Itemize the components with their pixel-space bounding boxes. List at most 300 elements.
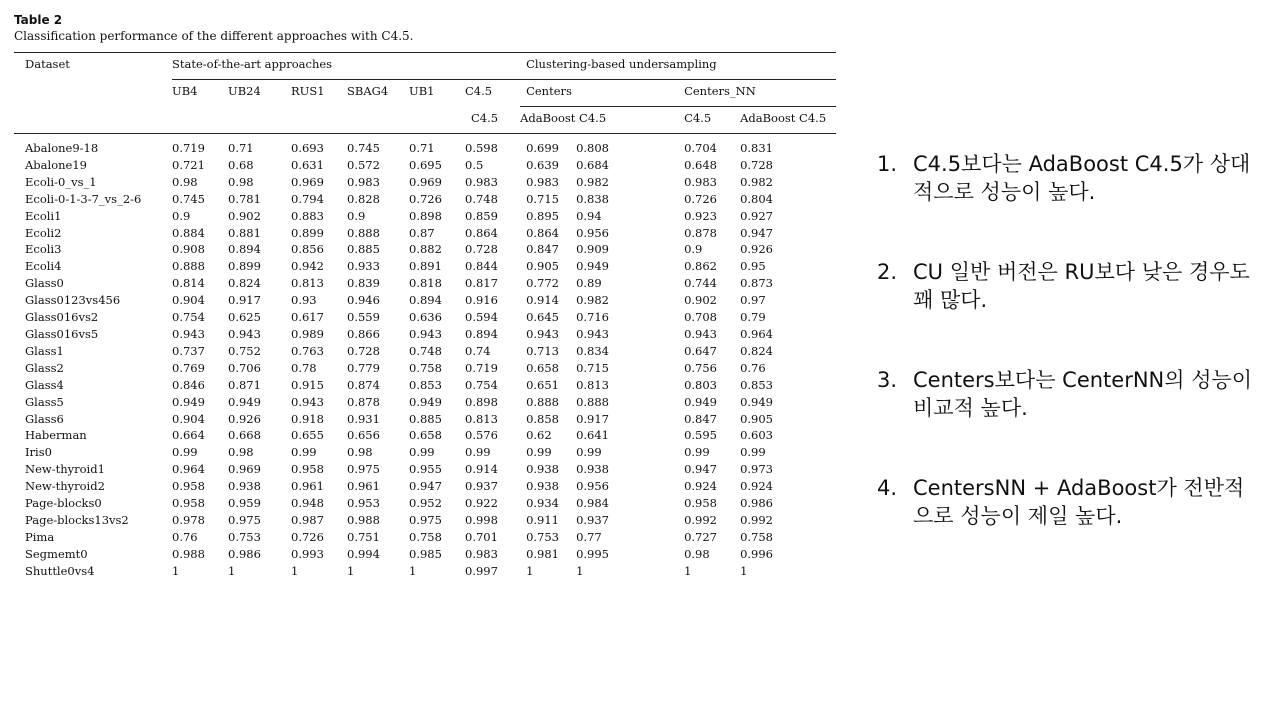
dataset-name-cell: Glass016vs2 [25, 310, 99, 325]
score-cell: 0.744 [684, 276, 717, 291]
score-cell: 0.917 [576, 411, 609, 426]
score-cell: 0.978 [172, 512, 205, 527]
score-cell: 0.924 [740, 479, 773, 494]
table-row [14, 157, 836, 174]
score-cell: 0.918 [291, 411, 324, 426]
score-cell: 0.923 [684, 208, 717, 223]
score-cell: 1 [684, 563, 692, 578]
score-cell: 0.68 [228, 157, 254, 172]
score-cell: 0.996 [740, 546, 773, 561]
score-cell: 0.699 [526, 141, 559, 155]
note-text: Centers보다는 CenterNN의 성능이 비교적 높다. [913, 368, 1253, 420]
dataset-name-cell: Page-blocks13vs2 [25, 512, 129, 527]
score-cell: 0.813 [576, 377, 609, 392]
score-cell: 0.89 [576, 276, 602, 291]
table-row [14, 377, 836, 394]
score-cell: 0.952 [409, 496, 442, 511]
table-row [14, 427, 836, 444]
score-cell: 0.856 [291, 242, 324, 257]
score-cell: 0.981 [526, 546, 559, 561]
table-row [14, 411, 836, 428]
score-cell: 0.917 [228, 293, 261, 308]
score-cell: 0.78 [291, 360, 317, 375]
score-cell: 0.9 [684, 242, 703, 257]
score-cell: 0.794 [291, 191, 324, 206]
dataset-name-cell: Haberman [25, 428, 87, 443]
score-cell: 0.79 [740, 310, 766, 325]
score-cell: 0.5 [465, 157, 484, 172]
score-cell: 0.754 [465, 377, 498, 392]
score-cell: 0.899 [228, 259, 261, 274]
score-cell: 0.982 [576, 174, 609, 189]
score-cell: 0.911 [526, 512, 559, 527]
score-cell: 0.922 [465, 496, 498, 511]
table-row [14, 225, 836, 242]
score-cell: 0.803 [684, 377, 717, 392]
score-cell: 0.693 [291, 141, 324, 155]
score-cell: 0.756 [684, 360, 717, 375]
score-cell: 0.905 [740, 411, 773, 426]
score-cell: 0.758 [409, 360, 442, 375]
dataset-name-cell: Pima [25, 529, 55, 544]
table-row [14, 309, 836, 326]
score-cell: 0.728 [465, 242, 498, 257]
score-cell: 0.958 [172, 479, 205, 494]
score-cell: 0.943 [291, 394, 324, 409]
score-cell: 0.894 [465, 326, 498, 341]
score-cell: 0.926 [228, 411, 261, 426]
score-cell: 0.625 [228, 310, 261, 325]
score-cell: 0.858 [526, 411, 559, 426]
score-cell: 0.904 [172, 411, 205, 426]
score-cell: 0.982 [576, 293, 609, 308]
score-cell: 0.706 [228, 360, 261, 375]
score-cell: 0.728 [740, 157, 773, 172]
dataset-name-cell: Iris0 [25, 445, 52, 460]
score-cell: 1 [228, 563, 236, 578]
score-cell: 0.983 [347, 174, 380, 189]
note-number: 1. [877, 152, 898, 176]
table-row [14, 461, 836, 478]
sub-col-header: AdaBoost C4.5 [740, 111, 827, 125]
dataset-name-cell: Glass0123vs456 [25, 293, 121, 308]
dataset-name-cell: Glass6 [25, 411, 64, 426]
score-cell: 0.758 [740, 529, 773, 544]
score-cell: 0.964 [172, 462, 205, 477]
score-cell: 0.813 [291, 276, 324, 291]
score-cell: 0.902 [684, 293, 717, 308]
dataset-name-cell: Page-blocks0 [25, 496, 102, 511]
score-cell: 0.71 [409, 141, 435, 155]
dataset-name-cell: Glass1 [25, 343, 64, 358]
score-cell: 0.914 [465, 462, 498, 477]
sub-col-header: AdaBoost C4.5 [520, 111, 607, 125]
table-row [14, 394, 836, 411]
dataset-name-cell: Glass4 [25, 377, 64, 392]
score-cell: 0.658 [409, 428, 442, 443]
score-cell: 0.937 [465, 479, 498, 494]
score-cell: 0.727 [684, 529, 717, 544]
dataset-name-cell: Glass0 [25, 276, 64, 291]
score-cell: 0.902 [228, 208, 261, 223]
dataset-name-cell: Abalone19 [25, 157, 87, 172]
score-cell: 0.988 [172, 546, 205, 561]
score-cell: 0.947 [684, 462, 717, 477]
table-body [14, 134, 836, 580]
score-cell: 0.9 [347, 208, 366, 223]
table-row [14, 275, 836, 292]
score-cell: 0.847 [684, 411, 717, 426]
notes-list [877, 150, 1257, 582]
score-cell: 0.871 [228, 377, 261, 392]
score-cell: 0.942 [291, 259, 324, 274]
score-cell: 1 [291, 563, 299, 578]
score-cell: 0.715 [576, 360, 609, 375]
dataset-name-cell: Shuttle0vs4 [25, 563, 95, 578]
score-cell: 0.938 [228, 479, 261, 494]
score-cell: 0.933 [347, 259, 380, 274]
score-cell: 0.983 [465, 546, 498, 561]
score-cell: 0.713 [526, 343, 559, 358]
note-number: 3. [877, 368, 898, 392]
score-cell: 0.986 [740, 496, 773, 511]
clustering-group-header: Clustering-based undersampling [520, 53, 836, 80]
score-cell: 0.975 [228, 512, 261, 527]
sub-col-header: C4.5 [471, 110, 499, 125]
score-cell: 0.704 [684, 141, 717, 155]
score-cell: 0.99 [576, 445, 602, 460]
score-cell: 0.559 [347, 310, 380, 325]
score-cell: 0.988 [347, 512, 380, 527]
score-cell: 0.9 [172, 208, 191, 223]
score-cell: 0.927 [740, 208, 773, 223]
score-cell: 0.943 [526, 326, 559, 341]
score-cell: 0.745 [172, 191, 205, 206]
note-text: C4.5보다는 AdaBoost C4.5가 상대적으로 성능이 높다. [913, 152, 1251, 204]
score-cell: 0.905 [526, 259, 559, 274]
score-cell: 0.726 [684, 191, 717, 206]
score-cell: 0.94 [576, 208, 602, 223]
score-cell: 0.924 [684, 479, 717, 494]
score-cell: 0.958 [291, 462, 324, 477]
score-cell: 0.956 [576, 225, 609, 240]
score-cell: 0.808 [576, 141, 609, 155]
score-cell: 0.973 [740, 462, 773, 477]
score-cell: 0.909 [576, 242, 609, 257]
score-cell: 0.748 [465, 191, 498, 206]
score-cell: 0.914 [526, 293, 559, 308]
score-cell: 0.648 [684, 157, 717, 172]
score-cell: 0.99 [465, 445, 491, 460]
score-cell: 0.916 [465, 293, 498, 308]
score-cell: 0.961 [347, 479, 380, 494]
score-cell: 0.992 [684, 512, 717, 527]
score-cell: 0.888 [347, 225, 380, 240]
score-cell: 0.76 [172, 529, 198, 544]
score-cell: 0.983 [465, 174, 498, 189]
table-row [14, 529, 836, 546]
score-cell: 0.982 [740, 174, 773, 189]
score-cell: 0.904 [172, 293, 205, 308]
score-cell: 0.817 [465, 276, 498, 291]
dataset-name-cell: Ecoli2 [25, 225, 62, 240]
table-title: Table 2 [14, 13, 63, 27]
score-cell: 0.99 [172, 445, 198, 460]
table-row [14, 326, 836, 343]
score-cell: 0.894 [228, 242, 261, 257]
score-cell: 0.99 [291, 445, 317, 460]
score-cell: 0.853 [740, 377, 773, 392]
results-table-block [14, 12, 836, 580]
score-cell: 0.645 [526, 310, 559, 325]
sub-col-header: C4.5 [684, 111, 712, 125]
table-row [14, 208, 836, 225]
score-cell: 0.721 [172, 157, 205, 172]
score-cell: 0.813 [465, 411, 498, 426]
score-cell: 0.745 [347, 141, 380, 155]
results-table [14, 52, 836, 580]
score-cell: 0.958 [684, 496, 717, 511]
score-cell: 0.894 [409, 293, 442, 308]
note-item [877, 150, 1257, 206]
score-cell: 0.983 [684, 174, 717, 189]
score-cell: 0.969 [228, 462, 261, 477]
score-cell: 0.99 [740, 445, 766, 460]
col-header: RUS1 [291, 84, 325, 98]
score-cell: 0.98 [347, 445, 373, 460]
score-cell: 0.99 [684, 445, 710, 460]
score-cell: 0.883 [291, 208, 324, 223]
score-cell: 0.878 [347, 394, 380, 409]
score-cell: 0.993 [291, 546, 324, 561]
score-cell: 0.891 [409, 259, 442, 274]
score-cell: 0.882 [409, 242, 442, 257]
table-row [14, 174, 836, 191]
score-cell: 0.715 [526, 191, 559, 206]
score-cell: 0.572 [347, 157, 380, 172]
score-cell: 0.631 [291, 157, 324, 172]
score-cell: 0.647 [684, 343, 717, 358]
dataset-name-cell: New-thyroid2 [25, 479, 105, 494]
score-cell: 0.859 [465, 208, 498, 223]
score-cell: 0.997 [465, 563, 498, 578]
score-cell: 0.862 [684, 259, 717, 274]
score-cell: 0.77 [576, 529, 602, 544]
note-text: CentersNN + AdaBoost가 전반적으로 성능이 제일 높다. [913, 476, 1245, 528]
score-cell: 0.758 [409, 529, 442, 544]
dataset-header: Dataset [25, 57, 70, 71]
score-cell: 0.824 [740, 343, 773, 358]
note-text: CU 일반 버전은 RU보다 낮은 경우도 꽤 많다. [913, 260, 1250, 312]
score-cell: 0.986 [228, 546, 261, 561]
score-cell: 0.831 [740, 141, 773, 155]
score-cell: 0.969 [409, 174, 442, 189]
score-cell: 0.834 [576, 343, 609, 358]
score-cell: 0.824 [228, 276, 261, 291]
score-cell: 0.949 [576, 259, 609, 274]
score-cell: 0.754 [172, 310, 205, 325]
score-cell: 0.651 [526, 377, 559, 392]
table-row [14, 563, 836, 580]
score-cell: 0.915 [291, 377, 324, 392]
score-cell: 0.885 [347, 242, 380, 257]
score-cell: 0.864 [465, 225, 498, 240]
sota-group-header: State-of-the-art approaches [172, 53, 520, 80]
score-cell: 0.995 [576, 546, 609, 561]
score-cell: 0.93 [291, 293, 317, 308]
col-header: UB24 [228, 84, 261, 98]
score-cell: 0.576 [465, 428, 498, 443]
score-cell: 1 [409, 563, 417, 578]
score-cell: 0.873 [740, 276, 773, 291]
score-cell: 0.752 [228, 343, 261, 358]
score-cell: 1 [576, 563, 584, 578]
score-cell: 0.781 [228, 191, 261, 206]
score-cell: 0.938 [526, 462, 559, 477]
score-cell: 0.938 [576, 462, 609, 477]
score-cell: 0.934 [526, 496, 559, 511]
score-cell: 0.748 [409, 343, 442, 358]
table-row [14, 191, 836, 208]
score-cell: 0.961 [291, 479, 324, 494]
score-cell: 0.949 [684, 394, 717, 409]
table-row [14, 134, 836, 157]
score-cell: 0.969 [291, 174, 324, 189]
score-cell: 0.772 [526, 276, 559, 291]
score-cell: 0.753 [526, 529, 559, 544]
dataset-name-cell: Glass016vs5 [25, 326, 99, 341]
dataset-name-cell: Glass2 [25, 360, 64, 375]
score-cell: 0.664 [172, 428, 205, 443]
score-cell: 0.99 [409, 445, 435, 460]
score-cell: 0.888 [172, 259, 205, 274]
score-cell: 0.878 [684, 225, 717, 240]
score-cell: 0.98 [228, 174, 254, 189]
note-item [877, 258, 1257, 314]
score-cell: 0.949 [172, 394, 205, 409]
table-row [14, 512, 836, 529]
table-row [14, 546, 836, 563]
score-cell: 0.874 [347, 377, 380, 392]
dataset-name-cell: Ecoli-0_vs_1 [25, 174, 97, 189]
table-row [14, 495, 836, 512]
score-cell: 0.839 [347, 276, 380, 291]
score-cell: 0.881 [228, 225, 261, 240]
score-cell: 0.947 [740, 225, 773, 240]
score-cell: 0.844 [465, 259, 498, 274]
dataset-name-cell: Segmemt0 [25, 546, 88, 561]
score-cell: 0.949 [228, 394, 261, 409]
score-cell: 0.943 [576, 326, 609, 341]
col-header: SBAG4 [347, 84, 389, 98]
score-cell: 0.955 [409, 462, 442, 477]
score-cell: 0.964 [740, 326, 773, 341]
note-item [877, 366, 1257, 422]
score-cell: 0.958 [172, 496, 205, 511]
score-cell: 1 [526, 563, 534, 578]
score-cell: 0.938 [526, 479, 559, 494]
note-number: 4. [877, 476, 898, 500]
score-cell: 0.943 [172, 326, 205, 341]
score-cell: 0.728 [347, 343, 380, 358]
table-caption: Classification performance of the different approaches with C4.5. [14, 29, 414, 43]
score-cell: 0.804 [740, 191, 773, 206]
score-cell: 0.994 [347, 546, 380, 561]
score-cell: 0.975 [409, 512, 442, 527]
score-cell: 0.595 [684, 428, 717, 443]
note-item [877, 474, 1257, 530]
score-cell: 0.753 [228, 529, 261, 544]
score-cell: 0.985 [409, 546, 442, 561]
table-row [14, 343, 836, 360]
score-cell: 0.943 [684, 326, 717, 341]
score-cell: 0.617 [291, 310, 324, 325]
score-cell: 0.828 [347, 191, 380, 206]
score-cell: 0.814 [172, 276, 205, 291]
score-cell: 0.779 [347, 360, 380, 375]
table-row [14, 258, 836, 275]
score-cell: 0.866 [347, 326, 380, 341]
table-row [14, 478, 836, 495]
score-cell: 0.884 [172, 225, 205, 240]
score-cell: 0.684 [576, 157, 609, 172]
score-cell: 0.898 [465, 394, 498, 409]
score-cell: 0.898 [409, 208, 442, 223]
score-cell: 0.708 [684, 310, 717, 325]
score-cell: 0.726 [409, 191, 442, 206]
score-cell: 0.98 [172, 174, 198, 189]
score-cell: 0.956 [576, 479, 609, 494]
score-cell: 0.947 [409, 479, 442, 494]
score-cell: 0.641 [576, 428, 609, 443]
score-cell: 0.931 [347, 411, 380, 426]
score-cell: 0.719 [172, 141, 205, 155]
score-cell: 0.937 [576, 512, 609, 527]
table-row [14, 444, 836, 461]
score-cell: 0.62 [526, 428, 552, 443]
score-cell: 0.594 [465, 310, 498, 325]
dataset-name-cell: Ecoli3 [25, 242, 62, 257]
score-cell: 0.668 [228, 428, 261, 443]
col-header: UB1 [409, 84, 435, 98]
score-cell: 0.98 [228, 445, 254, 460]
score-cell: 0.885 [409, 411, 442, 426]
score-cell: 0.926 [740, 242, 773, 257]
score-cell: 0.98 [684, 546, 710, 561]
score-cell: 0.987 [291, 512, 324, 527]
dataset-name-cell: Abalone9-18 [25, 141, 99, 155]
centers-header: Centers [520, 80, 684, 107]
score-cell: 0.948 [291, 496, 324, 511]
score-cell: 0.989 [291, 326, 324, 341]
score-cell: 0.636 [409, 310, 442, 325]
score-cell: 0.899 [291, 225, 324, 240]
score-cell: 0.943 [228, 326, 261, 341]
table-row [14, 292, 836, 309]
score-cell: 0.71 [228, 141, 254, 155]
score-cell: 0.984 [576, 496, 609, 511]
score-cell: 0.975 [347, 462, 380, 477]
score-cell: 0.888 [526, 394, 559, 409]
dataset-name-cell: New-thyroid1 [25, 462, 105, 477]
score-cell: 0.998 [465, 512, 498, 527]
dataset-name-cell: Ecoli4 [25, 259, 62, 274]
score-cell: 0.701 [465, 529, 498, 544]
dataset-name-cell: Ecoli-0-1-3-7_vs_2-6 [25, 191, 142, 206]
score-cell: 0.639 [526, 157, 559, 172]
score-cell: 0.943 [409, 326, 442, 341]
score-cell: 0.908 [172, 242, 205, 257]
